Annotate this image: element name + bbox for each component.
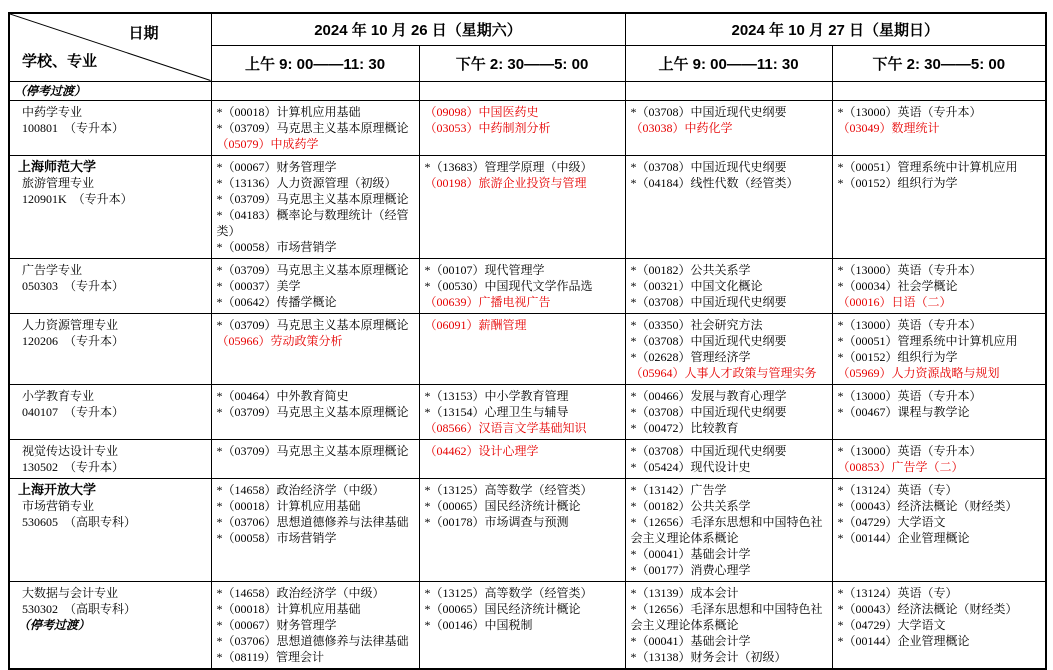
course-item: *（03706）思想道德修养与法律基础 [216, 514, 409, 529]
course-item: *（12656）毛泽东思想和中国特色社会主义理论体系概论 [630, 601, 823, 632]
transition-label: （停考过渡） [14, 83, 87, 98]
course-item: （03038）中药化学 [630, 120, 733, 135]
course-item: *（00467）课程与教学论 [837, 404, 970, 419]
session-courses-cell [625, 384, 832, 439]
course-item: *（13124）英语（专） [837, 585, 958, 600]
school-major-cell [9, 439, 211, 478]
course-item: *（00464）中外教育简史 [216, 388, 349, 403]
course-item: *（03708）中国近现代史纲要 [630, 159, 787, 174]
school-major-cell [9, 155, 211, 258]
major-line: 人力资源管理专业 [22, 317, 119, 332]
course-item: *（00466）发展与教育心理学 [630, 388, 787, 403]
course-item: *（13000）英语（专升本） [837, 443, 982, 458]
course-item: *（13000）英语（专升本） [837, 317, 982, 332]
session-courses-cell [211, 384, 419, 439]
course-item: *（13124）英语（专） [837, 482, 958, 497]
course-item: *（03709）马克思主义基本原理概论 [216, 262, 409, 277]
major-line: 530302 （高职专科） [22, 601, 137, 616]
course-item: *（00642）传播学概论 [216, 294, 337, 309]
exam-timetable [8, 12, 1047, 670]
timetable-row [9, 439, 1046, 478]
course-item: *（00034）社会学概论 [837, 278, 958, 293]
session-header-sun-pm: 下午 2: 30——5: 00 [832, 45, 1046, 81]
session-courses-cell [419, 100, 625, 155]
session-courses-cell [625, 100, 832, 155]
school-major-cell [9, 100, 211, 155]
major-line: 小学教育专业 [22, 388, 95, 403]
timetable-row [9, 384, 1046, 439]
date-header-sunday: 2024 年 10 月 27 日（星期日） [625, 13, 1046, 45]
timetable-row [9, 478, 1046, 581]
course-item: *（03709）马克思主义基本原理概论 [216, 120, 409, 135]
course-item: （00639）广播电视广告 [424, 294, 551, 309]
session-courses-cell [832, 581, 1046, 669]
course-item: *（00043）经济法概论（财经类） [837, 498, 1018, 513]
course-item: *（00051）管理系统中计算机应用 [837, 333, 1018, 348]
course-item: *（04729）大学语文 [837, 514, 946, 529]
course-item: *（03706）思想道德修养与法律基础 [216, 633, 409, 648]
course-item: *（13125）高等数学（经管类） [424, 585, 593, 600]
course-item: *（03708）中国近现代史纲要 [630, 443, 787, 458]
session-courses-cell [211, 313, 419, 384]
course-item: *（00178）市场调查与预测 [424, 514, 569, 529]
course-item: （05964）人事人才政策与管理实务 [630, 365, 817, 380]
course-item: （00016）日语（二） [837, 294, 952, 309]
session-courses-cell [419, 384, 625, 439]
session-courses-cell [832, 439, 1046, 478]
transition-label: （停考过渡） [18, 617, 91, 632]
course-item: *（13000）英语（专升本） [837, 262, 982, 277]
course-item: *（12656）毛泽东思想和中国特色社会主义理论体系概论 [630, 514, 823, 545]
empty-session-cell [211, 81, 419, 100]
session-header-sat-am: 上午 9: 00——11: 30 [211, 45, 419, 81]
major-line: 旅游管理专业 [22, 175, 95, 190]
course-item: *（13000）英语（专升本） [837, 104, 982, 119]
session-courses-cell [832, 100, 1046, 155]
course-item: *（00472）比较教育 [630, 420, 739, 435]
course-item: *（03708）中国近现代史纲要 [630, 404, 787, 419]
course-item: *（03350）社会研究方法 [630, 317, 763, 332]
session-courses-cell [211, 478, 419, 581]
course-item: *（00058）市场营销学 [216, 530, 337, 545]
session-courses-cell [211, 155, 419, 258]
school-name: 上海师范大学 [18, 158, 97, 174]
course-item: （05079）中成药学 [216, 136, 319, 151]
course-item: *（04729）大学语文 [837, 617, 946, 632]
session-courses-cell [832, 313, 1046, 384]
course-item: *（03709）马克思主义基本原理概论 [216, 191, 409, 206]
school-name: 上海开放大学 [18, 481, 97, 497]
session-courses-cell [832, 478, 1046, 581]
course-item: （00198）旅游企业投资与管理 [424, 175, 587, 190]
course-item: *（00144）企业管理概论 [837, 633, 970, 648]
session-courses-cell [625, 439, 832, 478]
diagonal-divider-line [10, 14, 211, 81]
corner-label-date: 日期 [128, 25, 159, 42]
session-courses-cell [211, 100, 419, 155]
course-item: *（13154）心理卫生与辅导 [424, 404, 569, 419]
course-item: *（00182）公共关系学 [630, 498, 751, 513]
session-courses-cell [625, 258, 832, 313]
school-major-cell [9, 313, 211, 384]
session-courses-cell [419, 155, 625, 258]
course-item: *（13683）管理学原理（中级） [424, 159, 593, 174]
course-item: *（00152）组织行为学 [837, 349, 958, 364]
course-item: （08566）汉语言文学基础知识 [424, 420, 587, 435]
transition-row [9, 81, 1046, 100]
course-item: *（13000）英语（专升本） [837, 388, 982, 403]
date-header-saturday: 2024 年 10 月 26 日（星期六） [211, 13, 625, 45]
session-courses-cell [419, 313, 625, 384]
course-item: （05966）劳动政策分析 [216, 333, 343, 348]
session-courses-cell [832, 384, 1046, 439]
corner-label-school: 学校、专业 [22, 52, 98, 70]
session-header-sun-am: 上午 9: 00——11: 30 [625, 45, 832, 81]
course-item: *（00043）经济法概论（财经类） [837, 601, 1018, 616]
course-item: *（05424）现代设计史 [630, 459, 751, 474]
major-line: 大数据与会计专业 [22, 585, 119, 600]
course-item: *（14658）政治经济学（中级） [216, 482, 385, 497]
major-line: 040107 （专升本） [22, 404, 125, 419]
course-item: *（02628）管理经济学 [630, 349, 751, 364]
session-courses-cell [625, 478, 832, 581]
major-line: 120206 （专升本） [22, 333, 125, 348]
course-item: （03049）数理统计 [837, 120, 940, 135]
session-courses-cell [211, 581, 419, 669]
course-item: *（13139）成本会计 [630, 585, 739, 600]
course-item: *（13138）财务会计（初级） [630, 649, 787, 664]
course-item: （00853）广告学（二） [837, 459, 964, 474]
major-line: 100801 （专升本） [22, 120, 125, 135]
session-header-sat-pm: 下午 2: 30——5: 00 [419, 45, 625, 81]
timetable-row [9, 155, 1046, 258]
course-item: *（04184）线性代数（经管类） [630, 175, 799, 190]
course-item: *（00182）公共关系学 [630, 262, 751, 277]
course-item: （09098）中国医药史 [424, 104, 539, 119]
course-item: *（00067）财务管理学 [216, 617, 337, 632]
course-item: *（13153）中小学教育管理 [424, 388, 569, 403]
school-major-cell [9, 384, 211, 439]
course-item: （05969）人力资源战略与规划 [837, 365, 1000, 380]
course-item: *（03709）马克思主义基本原理概论 [216, 443, 409, 458]
empty-session-cell [419, 81, 625, 100]
course-item: *（00018）计算机应用基础 [216, 104, 361, 119]
major-line: 视觉传达设计专业 [22, 443, 119, 458]
course-item: *（03708）中国近现代史纲要 [630, 104, 787, 119]
transition-label-cell [9, 81, 211, 100]
major-line: 530605 （高职专科） [22, 514, 137, 529]
course-item: *（00177）消费心理学 [630, 562, 751, 577]
session-courses-cell [419, 478, 625, 581]
course-item: *（00144）企业管理概论 [837, 530, 970, 545]
timetable-row [9, 313, 1046, 384]
session-courses-cell [625, 313, 832, 384]
session-courses-cell [419, 581, 625, 669]
session-courses-cell [625, 581, 832, 669]
course-item: *（03709）马克思主义基本原理概论 [216, 404, 409, 419]
course-item: *（00018）计算机应用基础 [216, 601, 361, 616]
course-item: *（00065）国民经济统计概论 [424, 498, 581, 513]
course-item: *（13142）广告学 [630, 482, 727, 497]
major-line: 中药学专业 [22, 104, 83, 119]
timetable-row [9, 258, 1046, 313]
course-item: （04462）设计心理学 [424, 443, 539, 458]
course-item: *（03708）中国近现代史纲要 [630, 294, 787, 309]
course-item: *（03709）马克思主义基本原理概论 [216, 317, 409, 332]
session-courses-cell [832, 155, 1046, 258]
session-courses-cell [419, 258, 625, 313]
major-line: 130502 （专升本） [22, 459, 125, 474]
major-line: 市场营销专业 [22, 498, 95, 513]
course-item: *（00321）中国文化概论 [630, 278, 763, 293]
session-courses-cell [832, 258, 1046, 313]
major-line: 050303 （专升本） [22, 278, 125, 293]
course-item: *（00065）国民经济统计概论 [424, 601, 581, 616]
course-item: *（00107）现代管理学 [424, 262, 545, 277]
session-courses-cell [419, 439, 625, 478]
course-item: *（08119）管理会计 [216, 649, 325, 664]
timetable-row [9, 100, 1046, 155]
course-item: *（00037）美学 [216, 278, 301, 293]
session-courses-cell [625, 155, 832, 258]
course-item: *（00530）中国现代文学作品选 [424, 278, 593, 293]
major-line: 广告学专业 [22, 262, 83, 277]
course-item: （03053）中药制剂分析 [424, 120, 551, 135]
session-courses-cell [211, 258, 419, 313]
course-item: *（00152）组织行为学 [837, 175, 958, 190]
course-item: *（14658）政治经济学（中级） [216, 585, 385, 600]
corner-header-cell [9, 13, 211, 81]
school-major-cell [9, 581, 211, 669]
course-item: *（13125）高等数学（经管类） [424, 482, 593, 497]
empty-session-cell [832, 81, 1046, 100]
course-item: *（03708）中国近现代史纲要 [630, 333, 787, 348]
course-item: *（00067）财务管理学 [216, 159, 337, 174]
major-line: 120901K （专升本） [22, 191, 133, 206]
empty-session-cell [625, 81, 832, 100]
course-item: *（13136）人力资源管理（初级） [216, 175, 397, 190]
session-courses-cell [211, 439, 419, 478]
course-item: *（00146）中国税制 [424, 617, 533, 632]
course-item: *（00041）基础会计学 [630, 633, 751, 648]
course-item: *（04183）概率论与数理统计（经管类） [216, 207, 409, 238]
school-major-cell [9, 258, 211, 313]
course-item: *（00018）计算机应用基础 [216, 498, 361, 513]
course-item: （06091）薪酬管理 [424, 317, 527, 332]
course-item: *（00051）管理系统中计算机应用 [837, 159, 1018, 174]
course-item: *（00041）基础会计学 [630, 546, 751, 561]
course-item: *（00058）市场营销学 [216, 239, 337, 254]
timetable-row [9, 581, 1046, 669]
school-major-cell [9, 478, 211, 581]
